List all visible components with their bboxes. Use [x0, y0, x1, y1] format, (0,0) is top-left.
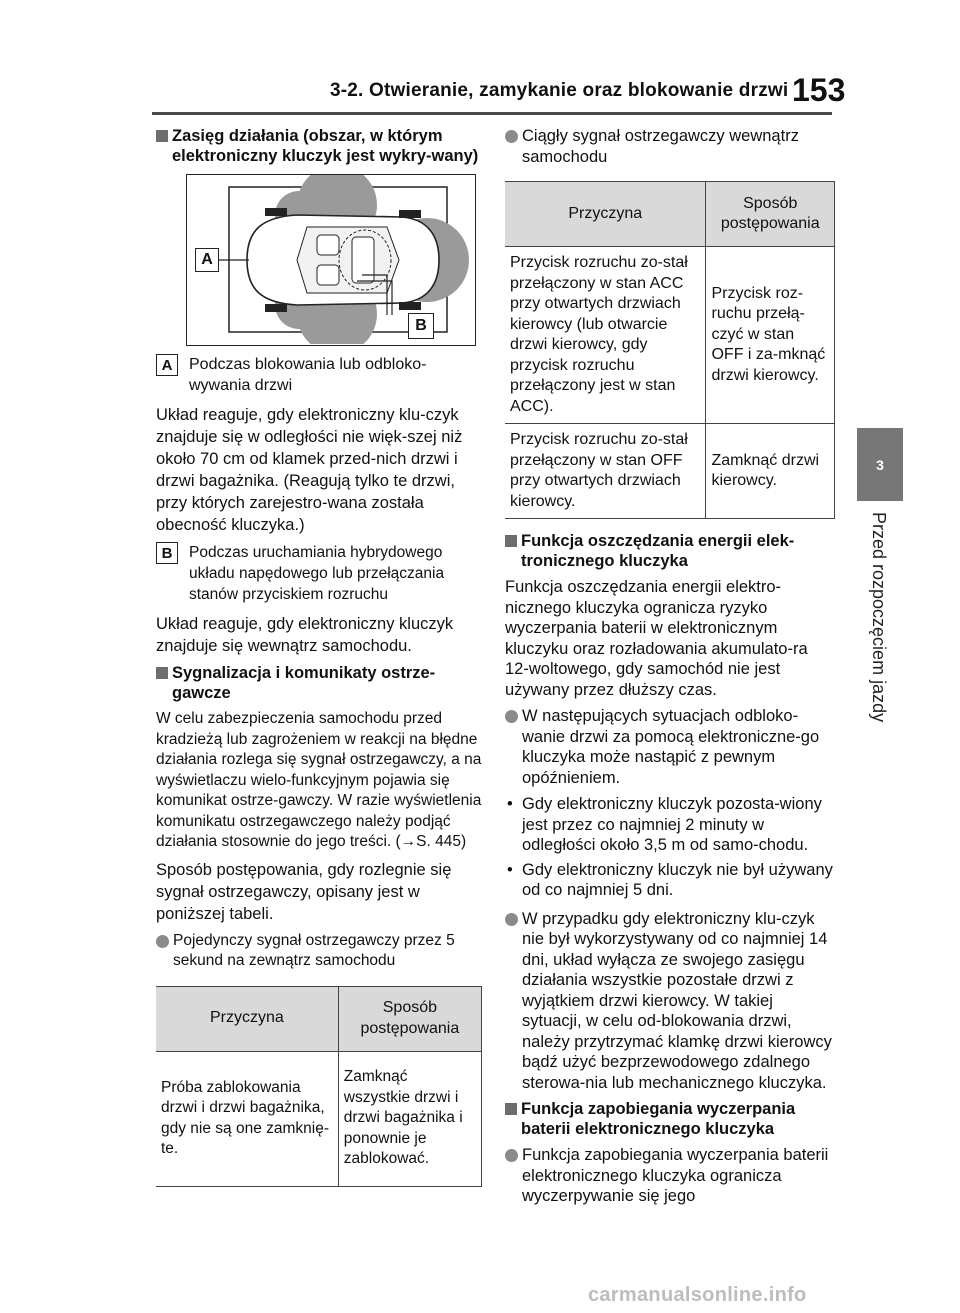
table-header: Sposób postępowania [706, 182, 835, 247]
table-row [505, 247, 835, 424]
bullet-single-signal: Pojedynczy sygnał ostrzegawczy przez 5 sekund na zewnątrz samochodu [156, 931, 482, 972]
bullet-depletion: Funkcja zapobiegania wyczerpania baterii elektronicznego kluczyka ogranicza wyczerpywanie się jego [505, 1145, 835, 1207]
table-header: Przyczyna [156, 986, 338, 1051]
circle-bullet-icon [156, 935, 169, 948]
table-cell: Przycisk roz-ruchu przełą-czyć w stan OFF i za-mknąć drzwi kierowcy. [706, 247, 835, 424]
square-bullet-icon [156, 130, 168, 142]
table-cell: Próba zablokowania drzwi i drzwi bagażnika, gdy nie są one zamknię-te. [156, 1051, 338, 1186]
warning-heading: Sygnalizacja i komunikaty ostrze-gawcze [156, 663, 482, 703]
table-row [156, 1051, 482, 1186]
diagram-label-a: A [195, 248, 219, 272]
table-cell: Przycisk rozruchu zo-stał przełączony w stan ACC przy otwartych drzwiach kierowcy (lub otwarcie drzwi kierowcy, gdy przycisk rozruchu przełączony jest w stan ACC). [505, 247, 706, 424]
circle-bullet-icon [505, 1149, 518, 1162]
bullet-14-days: W przypadku gdy elektroniczny klu-czyk nie był wykorzystywany od co najmniej 14 dni, układ wyłącza ze swojego zasięgu działania wszystkie pozostałe drzwi z wyjątkiem drzwi kierowcy. W takiej sytuacji, w celu od-blokowania drzwi, należy przytrzymać klamkę drzwi kierowcy bądź użyć bezprzewodowego zdalnego sterowa-nia lub mechanicznego kluczyka. [505, 909, 835, 1094]
table-cell: Przycisk rozruchu zo-stał przełączony w stan OFF przy otwartych drzwiach kierowcy. [505, 424, 706, 519]
item-a: A Podczas blokowania lub odbloko-wywania drzwi [156, 354, 482, 396]
square-bullet-icon [505, 1103, 517, 1115]
bullet-delay: W następujących sytuacjach odbloko-wanie drzwi za pomocą elektroniczne-go kluczyka może nastąpić z pewnym opóźnieniem. [505, 706, 835, 788]
saving-heading: Funkcja oszczędzania energii elek-tronicznego kluczyka [505, 531, 835, 571]
saving-paragraph: Funkcja oszczędzania energii elektro-nicznego kluczyka ogranicza ryzyko wyczerpania baterii w elektronicznym kluczyku oraz rozładowania akumulato-ra 12-woltowego, gdy samochód nie jest używany przez dłuższy czas. [505, 578, 808, 699]
page-header-title: 3-2. Otwieranie, zamykanie oraz blokowanie drzwi [330, 80, 789, 101]
depletion-heading: Funkcja zapobiegania wyczerpania baterii elektronicznego kluczyka [505, 1099, 835, 1139]
range-diagram [186, 174, 476, 346]
warning-table-inside [505, 181, 835, 519]
circle-bullet-icon [505, 710, 518, 723]
table-header: Przyczyna [505, 182, 706, 247]
diagram-label-b: B [408, 313, 434, 339]
dash-item-2-minutes: • Gdy elektroniczny kluczyk pozosta-wiony jest przez co najmniej 2 minuty w odległości około 3,5 m od samo-chodu. [507, 795, 822, 854]
circle-bullet-icon [505, 130, 518, 143]
bullet-continuous-signal: Ciągły sygnał ostrzegawczy wewnątrz samochodu [505, 126, 835, 167]
table-cell: Zamknąć drzwi kierowcy. [706, 424, 835, 519]
paragraph-a: Układ reaguje, gdy elektroniczny klu-czyk znajduje się w odległości nie więk-szej niż około 70 cm od klamek przed-nich drzwi i drzwi bagażnika. (Reagują tylko te drzwi, przy których zarejestro-wana została obecność kluczyka.) [156, 406, 463, 534]
chapter-tab: 3 [857, 428, 903, 501]
warning-table-outside [156, 986, 482, 1187]
table-cell: Zamknąć wszystkie drzwi i drzwi bagażnika i ponownie je zablokować. [338, 1051, 481, 1186]
square-bullet-icon [156, 667, 168, 679]
label-b-badge: B [156, 542, 178, 564]
dash-item-5-days: • Gdy elektroniczny kluczyk nie był używany od co najmniej 5 dni. [507, 860, 833, 899]
circle-bullet-icon [505, 913, 518, 926]
warning-paragraph: W celu zabezpieczenia samochodu przed kradzieżą lub zagrożeniem w reakcji na błędne działania rozlega się sygnał ostrzegawczy, a na wyświetlaczu wielo-funkcyjnym pojawia się komunikat ostrze-gawczy. W razie wyświetlenia komunikatu ostrzegawczego należy podjąć działania stosownie do jego treści. (→S. 445) [156, 710, 482, 850]
table-header: Sposób postępowania [338, 986, 481, 1051]
item-b: B Podczas uruchamiania hybrydowego układu napędowego lub przełączania stanów przyciskiem rozruchu [156, 542, 482, 605]
label-a-badge: A [156, 354, 178, 376]
right-column [505, 126, 835, 1213]
paragraph-b: Układ reaguje, gdy elektroniczny kluczyk znajduje się wewnątrz samochodu. [156, 615, 454, 655]
page-number: 153 [792, 72, 846, 108]
procedure-paragraph: Sposób postępowania, gdy rozlegnie się sygnał ostrzegawczy, opisany jest w poniższej tabeli. [156, 860, 452, 923]
header-divider [152, 112, 832, 115]
range-heading: Zasięg działania (obszar, w którym elektroniczny kluczyk jest wykry-wany) [156, 126, 482, 166]
watermark: carmanualsonline.info [588, 1284, 807, 1306]
left-column [156, 126, 482, 1187]
square-bullet-icon [505, 535, 517, 547]
chapter-label: Przed rozpoczęciem jazdy [869, 512, 889, 723]
table-row [505, 424, 835, 519]
